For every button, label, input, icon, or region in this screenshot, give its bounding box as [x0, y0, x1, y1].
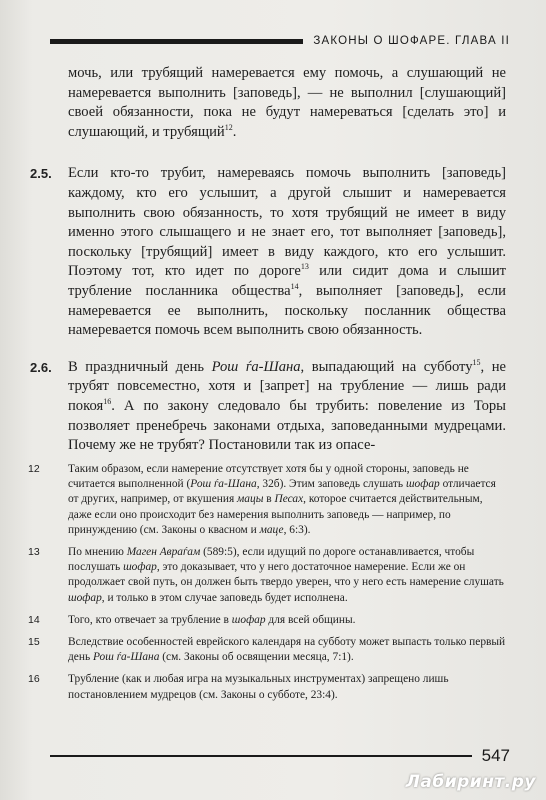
- footnote-text: Того, кто отвечает за трубление в: [68, 613, 232, 626]
- footnote-13: [28, 545, 506, 606]
- footnote-text: Таким образом, если намерение отсутствует хотя бы у одной стороны, заповедь не считается выполненной (: [68, 463, 469, 491]
- footnote-14: [28, 613, 506, 628]
- paragraph-2-6: 2.6. В праздничный день Рош ѓа-Шана, выпадающий на субботу$^{15}$, не трубят повсеместно, хотя и [запрет] на трубление — лишь ради покоя$^{16}$. А по закону следовало бы трубить: повеление из Торы позволяет пренебречь законами отдыха, заповеданными мудрецами. Почему же не трубят? Постановили так из опасе-: [30, 357, 507, 454]
- page-number: 547: [481, 746, 510, 765]
- footnote-12: [28, 462, 506, 538]
- footnote-italic-term: Рош ѓа-Шана: [93, 651, 160, 664]
- footnote-ref: 14: [290, 282, 299, 292]
- footnote-number: 12: [28, 463, 40, 475]
- paragraph-2-5: 2.5. Если кто-то трубит, намереваясь помочь выполнить [заповедь] каждому, кто его услышит, а другой слышит и намеревается выполнить свою обязанность, то хотя трубящий не имеет в виду именно этого слышащего и не знает его, тот выполняет [заповедь], поскольку [трубящий] имеет в виду каждого, кто его услышит. Поэтому тот, кто идет по дороге$^{13}$ или сидит дома и слышит трубление посланника общества$^{14}$, выполняет [заповедь], если намеревается ее выполнить, поскольку посланник общества намеревается помочь всем выполнить свою обязанность.: [30, 165, 507, 339]
- continuation-paragraph: мочь, или трубящий намеревается ему помочь, а слушающий не намеревается выполнить [заповедь], — не выполнил [слушающий] своей обязанности, пока не будут намереваться [сделать это] и слушающий, и трубящий$^{12}$.: [68, 65, 506, 140]
- footnote-text: Вследствие особенностей еврейского календаря на субботу может выпасть только первый день: [68, 636, 506, 664]
- footnote-text: По мнению: [68, 546, 127, 559]
- footnote-text: (см. Законы об освящении месяца, 7:1).: [159, 651, 354, 664]
- footnote-number: 13: [28, 546, 40, 559]
- footnote-italic-term: мацы: [237, 493, 264, 506]
- paragraph-number: 2.5.: [30, 166, 52, 182]
- paragraph-number: 2.6.: [30, 359, 52, 375]
- footnote-italic-term: шофар: [405, 478, 440, 491]
- footnote-text: (589:5), если идущий по дороге останавливается, чтобы послушать: [68, 546, 475, 574]
- footnote-text: , 6:3).: [283, 523, 311, 536]
- main-text: [30, 64, 507, 456]
- running-header-title: ЗАКОНЫ О ШОФАРЕ. ГЛАВА II: [313, 35, 510, 47]
- footnote-ref: 13: [300, 262, 309, 272]
- footnote-ref: 12: [224, 122, 233, 132]
- footnote-italic-term: шофар: [123, 561, 157, 574]
- footnote-ref: 15: [472, 357, 481, 367]
- footnotes: [28, 462, 506, 703]
- footnote-italic-term: Рош ѓа-Шана: [190, 478, 257, 491]
- footnote-text: , и только в этом случае заповедь будет исполнена.: [101, 591, 348, 604]
- footnote-number: 15: [28, 636, 40, 649]
- footnote-italic-term: маце: [259, 523, 284, 536]
- footnote-text: , это доказывает, что у него достаточное намерение. Если же он продолжает свой путь, он должен быть твердо уверен, что у него есть намерение слушать: [68, 561, 504, 589]
- footnote-text: , 32б). Этим заповедь слушать: [256, 478, 406, 491]
- footnote-text: , которое считается действительным, даже если оно происходит без намерения выполнить заповедь — например, по принуждению (см. Законы о квасном и: [68, 493, 483, 536]
- running-header: [50, 34, 510, 48]
- footnote-ref: 16: [103, 397, 112, 407]
- footnote-italic-term: шофар: [68, 591, 102, 604]
- footnote-text: в: [263, 493, 275, 506]
- footnote-italic-term: Песах: [274, 493, 304, 506]
- footnote-italic-term: шофар: [231, 613, 266, 626]
- header-rule: [50, 39, 303, 44]
- footer-rule: [50, 755, 472, 757]
- page-footer: [50, 746, 510, 766]
- footnote-italic-term: Маген Авраѓам: [126, 546, 201, 559]
- footnote-text: Трубление (как и любая игра на музыкальных инструментах) запрещено лишь постановлением мудрецов (см. Законы о субботе, 23:4).: [68, 673, 449, 701]
- watermark-logo: Лабиринт.ру: [405, 772, 536, 792]
- footnote-text: отличается от других, например, от вкушения: [68, 478, 496, 506]
- footnote-number: 16: [28, 673, 40, 686]
- footnote-number: 14: [28, 613, 40, 626]
- footnote-text: для всей общины.: [265, 613, 356, 626]
- footnote-16: [28, 672, 506, 702]
- footnote-15: [28, 635, 506, 665]
